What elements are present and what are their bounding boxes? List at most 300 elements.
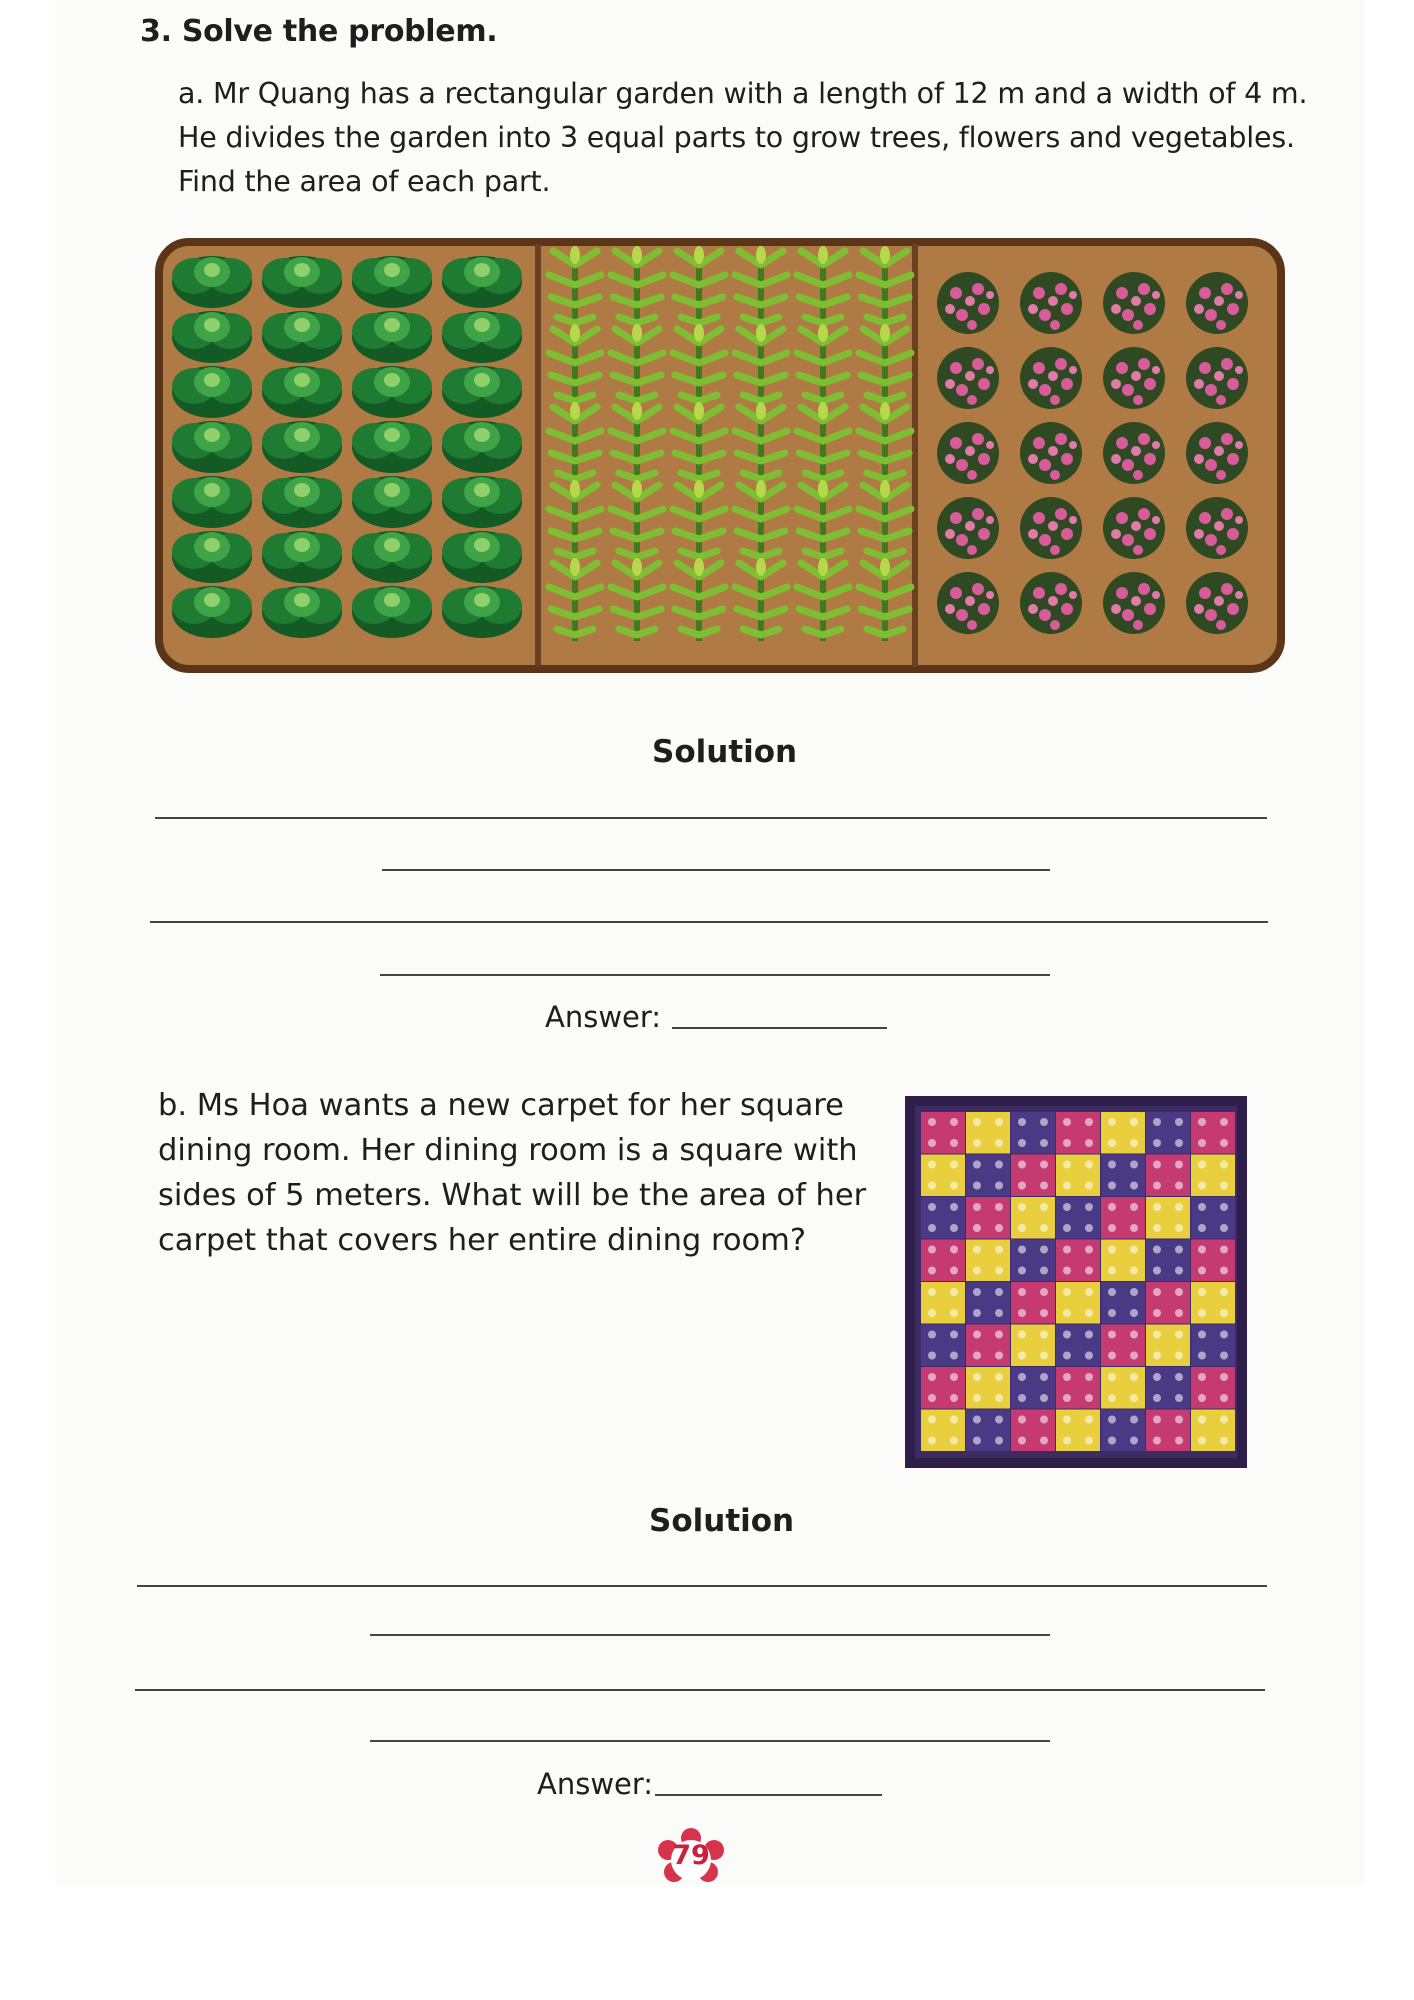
carpet-tile: [966, 1197, 1010, 1239]
flower-bush: [1186, 272, 1248, 334]
cabbage-plant: [352, 366, 432, 418]
carpet-pattern-dot: [1040, 1139, 1048, 1147]
flower-bush: [1186, 347, 1248, 409]
flower-bush: [937, 497, 999, 559]
carpet-pattern-dot: [950, 1437, 958, 1445]
carpet-pattern-dot: [995, 1203, 1003, 1211]
carpet-pattern-dot: [1040, 1309, 1048, 1317]
carpet-pattern-dot: [1063, 1288, 1071, 1296]
carpet-tile: [1146, 1155, 1190, 1197]
carpet-tile: [921, 1197, 965, 1239]
carpet-tile: [1011, 1282, 1055, 1324]
carpet-pattern-dot: [1108, 1352, 1116, 1360]
carpet-pattern-dot: [1175, 1373, 1183, 1381]
carpet-pattern-dot: [1153, 1416, 1161, 1424]
flower-bush: [1186, 422, 1248, 484]
carpet-pattern-dot: [995, 1394, 1003, 1402]
carpet-pattern-dot: [1153, 1246, 1161, 1254]
carpet-pattern-dot: [973, 1267, 981, 1275]
carpet-pattern-dot: [1108, 1182, 1116, 1190]
carpet-pattern-dot: [1018, 1309, 1026, 1317]
carpet-pattern-dot: [1198, 1331, 1206, 1339]
part-a-line: Find the area of each part.: [178, 165, 551, 198]
carpet-pattern-dot: [1085, 1416, 1093, 1424]
carpet-pattern-dot: [1108, 1416, 1116, 1424]
carpet-pattern-dot: [1063, 1437, 1071, 1445]
carpet-pattern-dot: [1063, 1309, 1071, 1317]
carpet-pattern-dot: [1018, 1267, 1026, 1275]
carpet-pattern-dot: [1175, 1352, 1183, 1360]
carpet-pattern-dot: [1220, 1118, 1228, 1126]
carpet-pattern-dot: [973, 1224, 981, 1232]
carpet-pattern-dot: [1063, 1267, 1071, 1275]
carpet-pattern-dot: [973, 1246, 981, 1254]
carpet-pattern-dot: [973, 1394, 981, 1402]
carpet-pattern-dot: [995, 1331, 1003, 1339]
carpet-pattern-dot: [1198, 1267, 1206, 1275]
carpet-pattern-dot: [973, 1437, 981, 1445]
carpet-pattern-dot: [1198, 1288, 1206, 1296]
carpet-pattern-dot: [928, 1352, 936, 1360]
carpet-tile: [921, 1410, 965, 1452]
carpet-pattern-dot: [1018, 1288, 1026, 1296]
carpet-pattern-dot: [973, 1331, 981, 1339]
carpet-pattern-dot: [928, 1309, 936, 1317]
answer-line-b[interactable]: [655, 1794, 882, 1796]
carpet-pattern-dot: [1108, 1267, 1116, 1275]
carpet-pattern-dot: [1108, 1224, 1116, 1232]
carpet-tile: [966, 1325, 1010, 1367]
carpet-pattern-dot: [1063, 1416, 1071, 1424]
cabbage-plant: [172, 311, 252, 363]
cabbage-plant: [442, 256, 522, 308]
carpet-tile: [1191, 1325, 1235, 1367]
carpet-pattern-dot: [950, 1118, 958, 1126]
solution-line-b4[interactable]: [370, 1740, 1050, 1742]
cabbage-plant: [262, 531, 342, 583]
flower-bush: [937, 422, 999, 484]
carpet-pattern-dot: [1130, 1182, 1138, 1190]
carpet-tile: [1011, 1197, 1055, 1239]
carpet-tile: [1011, 1155, 1055, 1197]
carpet-pattern-dot: [1198, 1161, 1206, 1169]
carpet-tile: [1011, 1367, 1055, 1409]
carpet-pattern-dot: [1153, 1437, 1161, 1445]
carpet-tile: [966, 1240, 1010, 1282]
flower-bush: [1103, 422, 1165, 484]
flower-bush: [1103, 347, 1165, 409]
carpet-tile: [921, 1240, 965, 1282]
carpet-pattern-dot: [928, 1437, 936, 1445]
carpet-pattern-dot: [1108, 1437, 1116, 1445]
carpet-tile: [966, 1112, 1010, 1154]
solution-title-a: Solution: [652, 734, 798, 770]
carpet-pattern-dot: [973, 1203, 981, 1211]
carpet-pattern-dot: [1198, 1394, 1206, 1402]
cabbage-plant: [442, 531, 522, 583]
carpet-pattern-dot: [1175, 1394, 1183, 1402]
carpet-tile: [1146, 1282, 1190, 1324]
carpet-pattern-dot: [1040, 1352, 1048, 1360]
flower-bush: [1020, 497, 1082, 559]
carpet-pattern-dot: [973, 1373, 981, 1381]
carpet-tile: [1191, 1282, 1235, 1324]
carpet-pattern-dot: [995, 1161, 1003, 1169]
flower-bush: [937, 272, 999, 334]
carpet-pattern-dot: [950, 1309, 958, 1317]
carpet-pattern-dot: [1220, 1246, 1228, 1254]
carpet-pattern-dot: [1130, 1437, 1138, 1445]
carpet-pattern-dot: [1108, 1118, 1116, 1126]
carpet-pattern-dot: [1175, 1288, 1183, 1296]
cabbage-plant: [442, 421, 522, 473]
carpet-tile: [1191, 1367, 1235, 1409]
carpet-pattern-dot: [928, 1246, 936, 1254]
carpet-pattern-dot: [1085, 1118, 1093, 1126]
carpet-tile: [1101, 1282, 1145, 1324]
carpet-pattern-dot: [1085, 1437, 1093, 1445]
carpet-pattern-dot: [1153, 1182, 1161, 1190]
flower-bush: [1186, 572, 1248, 634]
carpet-pattern-dot: [995, 1416, 1003, 1424]
carpet-pattern-dot: [1220, 1203, 1228, 1211]
carpet-pattern-dot: [1018, 1224, 1026, 1232]
carpet-pattern-dot: [1220, 1224, 1228, 1232]
carpet-pattern-dot: [995, 1267, 1003, 1275]
carpet-pattern-dot: [1063, 1203, 1071, 1211]
carpet-pattern-dot: [1018, 1161, 1026, 1169]
carpet-pattern-dot: [995, 1437, 1003, 1445]
cabbage-plant: [442, 311, 522, 363]
carpet-pattern-dot: [1198, 1246, 1206, 1254]
carpet-pattern-dot: [1220, 1331, 1228, 1339]
carpet-pattern-dot: [995, 1224, 1003, 1232]
carpet-pattern-dot: [995, 1352, 1003, 1360]
carpet-pattern-dot: [1175, 1246, 1183, 1254]
carpet-pattern-dot: [1063, 1331, 1071, 1339]
carpet-pattern-dot: [1040, 1246, 1048, 1254]
carpet-tile: [921, 1155, 965, 1197]
flower-bush: [1103, 272, 1165, 334]
cabbage-plant: [262, 256, 342, 308]
carpet-pattern-dot: [1153, 1267, 1161, 1275]
carpet-tile: [1056, 1325, 1100, 1367]
answer-line-a[interactable]: [672, 1027, 887, 1029]
carpet-pattern-dot: [1040, 1416, 1048, 1424]
carpet-pattern-dot: [928, 1139, 936, 1147]
carpet-pattern-dot: [950, 1288, 958, 1296]
carpet-tile: [1191, 1410, 1235, 1452]
cabbage-plant: [352, 256, 432, 308]
solution-line-b1[interactable]: [137, 1585, 1267, 1587]
carpet-pattern-dot: [973, 1288, 981, 1296]
carpet-pattern-dot: [1153, 1288, 1161, 1296]
carpet-pattern-dot: [1108, 1309, 1116, 1317]
carpet-pattern-dot: [1063, 1373, 1071, 1381]
carpet-pattern-dot: [1153, 1394, 1161, 1402]
page-number: 79: [672, 1840, 710, 1871]
carpet-pattern-dot: [1220, 1309, 1228, 1317]
carpet-tile: [1056, 1155, 1100, 1197]
carpet-pattern-dot: [1198, 1203, 1206, 1211]
carpet-tile: [1101, 1155, 1145, 1197]
carpet-pattern-dot: [1085, 1373, 1093, 1381]
flower-bush: [1020, 347, 1082, 409]
carpet-tile: [921, 1367, 965, 1409]
carpet-pattern-dot: [1175, 1309, 1183, 1317]
carpet-pattern-dot: [1153, 1203, 1161, 1211]
carpet-pattern-dot: [1130, 1267, 1138, 1275]
carpet-pattern-dot: [1108, 1203, 1116, 1211]
carpet-pattern-dot: [1108, 1246, 1116, 1254]
carpet-pattern-dot: [1040, 1161, 1048, 1169]
carpet-tile: [1056, 1240, 1100, 1282]
carpet-pattern-dot: [1175, 1203, 1183, 1211]
carpet-tile: [921, 1282, 965, 1324]
part-a-question: [178, 72, 1328, 204]
cabbage-plant: [262, 366, 342, 418]
cabbage-plant: [262, 586, 342, 638]
carpet-pattern-dot: [1130, 1246, 1138, 1254]
carpet-pattern-dot: [1085, 1203, 1093, 1211]
carpet-pattern-dot: [1018, 1416, 1026, 1424]
flower-bush: [1103, 497, 1165, 559]
carpet-pattern-dot: [1153, 1224, 1161, 1232]
carpet-pattern-dot: [995, 1182, 1003, 1190]
garden-illustration: [155, 238, 1285, 673]
answer-label-b: Answer:: [537, 1767, 654, 1801]
carpet-pattern-dot: [1130, 1416, 1138, 1424]
carpet-pattern-dot: [1085, 1139, 1093, 1147]
flower-bush: [1020, 272, 1082, 334]
carpet-pattern-dot: [928, 1416, 936, 1424]
carpet-tile: [1101, 1325, 1145, 1367]
carpet-pattern-dot: [1018, 1139, 1026, 1147]
carpet-pattern-dot: [1018, 1437, 1026, 1445]
carpet-pattern-dot: [1085, 1394, 1093, 1402]
cabbage-plant: [352, 421, 432, 473]
carpet-tile: [1146, 1367, 1190, 1409]
solution-line-a1[interactable]: [155, 817, 1267, 819]
carpet-pattern-dot: [1063, 1139, 1071, 1147]
carpet-pattern-dot: [1175, 1437, 1183, 1445]
carpet-pattern-dot: [950, 1224, 958, 1232]
solution-line-a4[interactable]: [380, 974, 1050, 976]
carpet-tile: [1101, 1112, 1145, 1154]
carpet-pattern-dot: [1220, 1373, 1228, 1381]
carpet-pattern-dot: [950, 1139, 958, 1147]
carpet-pattern-dot: [1040, 1182, 1048, 1190]
carpet-pattern-dot: [1085, 1161, 1093, 1169]
carpet-pattern-dot: [1130, 1394, 1138, 1402]
carpet-pattern-dot: [1198, 1139, 1206, 1147]
cabbage-plant: [262, 421, 342, 473]
carpet-tile: [1146, 1325, 1190, 1367]
flower-bush: [1186, 497, 1248, 559]
carpet-pattern-dot: [1198, 1182, 1206, 1190]
part-b-line: carpet that covers her entire dining room?: [158, 1223, 807, 1258]
carpet-pattern-dot: [1220, 1182, 1228, 1190]
carpet-pattern-dot: [1130, 1139, 1138, 1147]
part-a-line: a. Mr Quang has a rectangular garden with a length of 12 m and a width of 4 m.: [178, 77, 1308, 110]
carpet-pattern-dot: [1175, 1331, 1183, 1339]
solution-line-a3[interactable]: [150, 921, 1268, 923]
carpet-pattern-dot: [1220, 1288, 1228, 1296]
carpet-pattern-dot: [1198, 1224, 1206, 1232]
carpet-tile: [966, 1410, 1010, 1452]
carpet-tile: [1101, 1410, 1145, 1452]
cabbage-plant: [352, 586, 432, 638]
carpet-pattern-dot: [1130, 1373, 1138, 1381]
cabbage-plant: [442, 476, 522, 528]
carpet-pattern-dot: [1175, 1118, 1183, 1126]
carpet-pattern-dot: [1108, 1331, 1116, 1339]
carpet-tile: [966, 1155, 1010, 1197]
carpet-pattern-dot: [1085, 1331, 1093, 1339]
carpet-pattern-dot: [1108, 1394, 1116, 1402]
cabbage-plant: [172, 421, 252, 473]
carpet-pattern-dot: [1063, 1161, 1071, 1169]
carpet-tile: [1191, 1240, 1235, 1282]
carpet-pattern-dot: [1063, 1394, 1071, 1402]
carpet-pattern-dot: [1198, 1416, 1206, 1424]
carpet-pattern-dot: [995, 1309, 1003, 1317]
carpet-tile: [1146, 1240, 1190, 1282]
carpet-pattern-dot: [973, 1182, 981, 1190]
carpet-pattern-dot: [1063, 1118, 1071, 1126]
carpet-pattern-dot: [950, 1203, 958, 1211]
carpet-tile: [1011, 1112, 1055, 1154]
carpet-pattern-dot: [1018, 1373, 1026, 1381]
carpet-tile: [1146, 1197, 1190, 1239]
carpet-pattern-dot: [950, 1394, 958, 1402]
carpet-pattern-dot: [950, 1352, 958, 1360]
solution-line-a2[interactable]: [382, 869, 1050, 871]
carpet-pattern-dot: [1153, 1373, 1161, 1381]
part-b-line: sides of 5 meters. What will be the area of her: [158, 1178, 867, 1213]
carpet-tile: [1191, 1112, 1235, 1154]
carpet-pattern-dot: [1153, 1352, 1161, 1360]
carpet-tile: [1056, 1367, 1100, 1409]
carpet-pattern-dot: [950, 1267, 958, 1275]
carpet-pattern-dot: [1063, 1352, 1071, 1360]
carpet-pattern-dot: [1153, 1331, 1161, 1339]
carpet-pattern-dot: [1108, 1288, 1116, 1296]
carpet-pattern-dot: [1018, 1182, 1026, 1190]
carpet-pattern-dot: [1018, 1118, 1026, 1126]
carpet-pattern-dot: [1198, 1118, 1206, 1126]
solution-line-b3[interactable]: [135, 1689, 1265, 1691]
carpet-pattern-dot: [1085, 1246, 1093, 1254]
carpet-pattern-dot: [973, 1118, 981, 1126]
cabbage-plant: [172, 586, 252, 638]
carpet-pattern-dot: [1085, 1267, 1093, 1275]
carpet-pattern-dot: [1153, 1139, 1161, 1147]
part-b-line: b. Ms Hoa wants a new carpet for her square: [158, 1088, 844, 1123]
carpet-tile: [1011, 1325, 1055, 1367]
carpet-tile: [1191, 1155, 1235, 1197]
part-a-line: He divides the garden into 3 equal parts to grow trees, flowers and vegetables.: [178, 121, 1295, 154]
exercise-heading: 3. Solve the problem.: [140, 14, 498, 49]
carpet-pattern-dot: [950, 1416, 958, 1424]
carpet-pattern-dot: [973, 1139, 981, 1147]
carpet-tile: [1101, 1367, 1145, 1409]
carpet-pattern-dot: [1085, 1288, 1093, 1296]
flower-bush: [1020, 422, 1082, 484]
carpet-pattern-dot: [1108, 1139, 1116, 1147]
cabbage-plant: [352, 476, 432, 528]
carpet-pattern-dot: [1085, 1182, 1093, 1190]
carpet-tile: [1056, 1410, 1100, 1452]
carpet-pattern-dot: [1175, 1182, 1183, 1190]
carpet-pattern-dot: [1130, 1309, 1138, 1317]
cabbage-plant: [352, 531, 432, 583]
carpet-pattern-dot: [1085, 1224, 1093, 1232]
carpet-pattern-dot: [1085, 1309, 1093, 1317]
flower-bush: [1020, 572, 1082, 634]
carpet-tile: [1011, 1410, 1055, 1452]
carpet-pattern-dot: [1040, 1437, 1048, 1445]
carpet-pattern-dot: [928, 1182, 936, 1190]
carpet-pattern-dot: [950, 1246, 958, 1254]
cabbage-plant: [442, 586, 522, 638]
carpet-pattern-dot: [1220, 1161, 1228, 1169]
cabbage-plant: [172, 366, 252, 418]
cabbage-plant: [172, 531, 252, 583]
carpet-tile: [966, 1282, 1010, 1324]
carpet-pattern-dot: [928, 1118, 936, 1126]
carpet-pattern-dot: [1198, 1373, 1206, 1381]
carpet-tile: [966, 1367, 1010, 1409]
carpet-pattern-dot: [1018, 1352, 1026, 1360]
carpet-pattern-dot: [1198, 1437, 1206, 1445]
carpet-pattern-dot: [1130, 1161, 1138, 1169]
cabbage-plant: [442, 366, 522, 418]
carpet-pattern-dot: [1175, 1267, 1183, 1275]
carpet-pattern-dot: [1130, 1118, 1138, 1126]
flower-bush: [937, 572, 999, 634]
carpet-pattern-dot: [928, 1373, 936, 1381]
carpet-tile: [1146, 1112, 1190, 1154]
carpet-pattern-dot: [1153, 1309, 1161, 1317]
carpet-tile: [1056, 1282, 1100, 1324]
carpet-pattern-dot: [973, 1416, 981, 1424]
carpet-pattern-dot: [1220, 1352, 1228, 1360]
carpet-pattern-dot: [1018, 1331, 1026, 1339]
carpet-pattern-dot: [1040, 1331, 1048, 1339]
carpet-pattern-dot: [1040, 1118, 1048, 1126]
carpet-pattern-dot: [995, 1118, 1003, 1126]
carpet-pattern-dot: [928, 1394, 936, 1402]
carpet-tile: [1101, 1197, 1145, 1239]
answer-label-a: Answer:: [545, 1000, 662, 1034]
solution-line-b2[interactable]: [370, 1634, 1050, 1636]
carpet-pattern-dot: [1153, 1161, 1161, 1169]
carpet-pattern-dot: [928, 1203, 936, 1211]
carpet-pattern-dot: [1063, 1182, 1071, 1190]
part-b-line: dining room. Her dining room is a square with: [158, 1133, 858, 1168]
solution-title-b: Solution: [649, 1503, 795, 1539]
carpet-pattern-dot: [950, 1373, 958, 1381]
carpet-pattern-dot: [1130, 1203, 1138, 1211]
carpet-pattern-dot: [1175, 1161, 1183, 1169]
carpet-pattern-dot: [1130, 1331, 1138, 1339]
part-b-question: [158, 1083, 867, 1263]
carpet-pattern-dot: [1040, 1394, 1048, 1402]
carpet-pattern-dot: [1153, 1118, 1161, 1126]
carpet-pattern-dot: [1175, 1224, 1183, 1232]
carpet-pattern-dot: [1040, 1203, 1048, 1211]
